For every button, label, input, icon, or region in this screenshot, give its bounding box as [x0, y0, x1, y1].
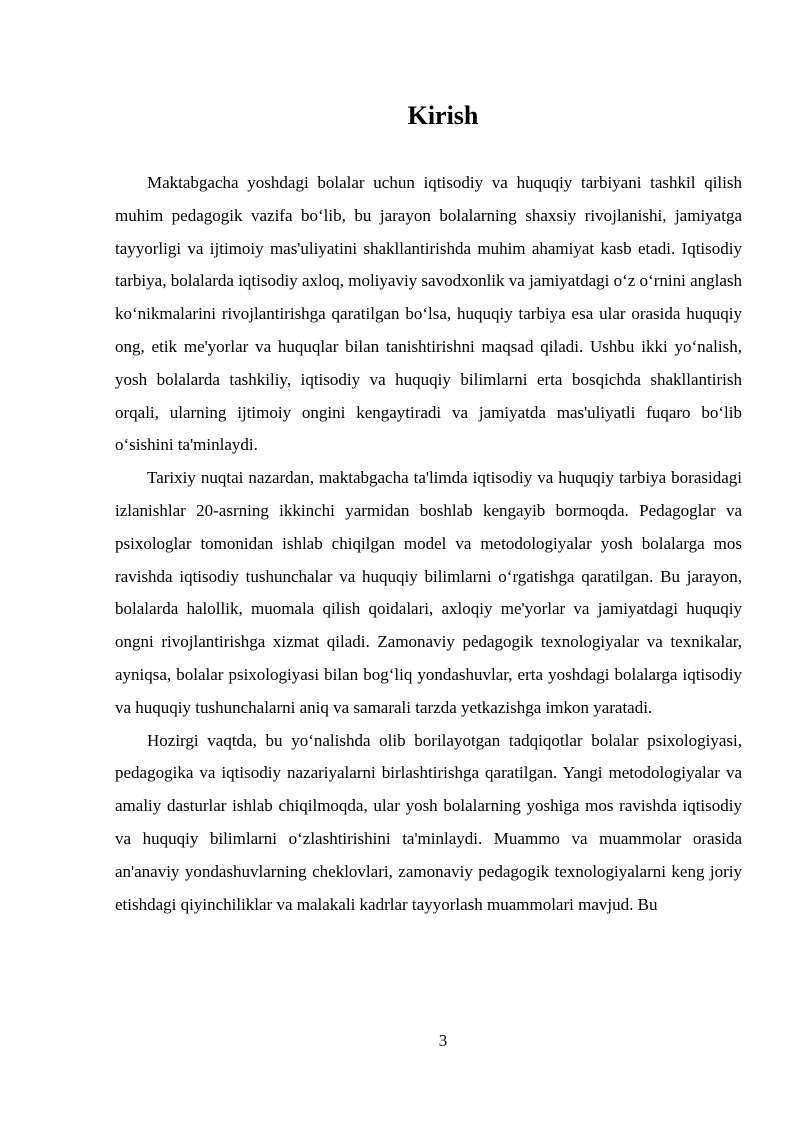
body-text: [115, 167, 742, 921]
paragraph-3: Hozirgi vaqtda, bu yo‘nalishda olib borilayotgan tadqiqotlar bolalar psixologiyasi, pedagogika va iqtisodiy nazariyalarni birlashtirishga qaratilgan. Yangi metodologiyalar va amaliy dasturlar ishlab chiqilmoqda, ular yosh bolalarning yoshiga mos ravishda iqtisodiy va huquqiy bilimlarni o‘zlashtirishini ta'minlaydi. Muammo va muammolar orasida an'anaviy yondashuvlarning cheklovlari, zamonaviy pedagogik texnologiyalarni keng joriy etishdagi qiyinchiliklar va malakali kadrlar tayyorlash muammolari mavjud. Bu: [115, 730, 742, 914]
page-number: 3: [438, 1031, 448, 1050]
page-title: Kirish: [407, 101, 479, 130]
paragraph-2: Tarixiy nuqtai nazardan, maktabgacha ta'limda iqtisodiy va huquqiy tarbiya borasidagi izlanishlar 20-asrning ikkinchi yarmidan boshlab kengayib bormoqda. Pedagoglar va psixologlar tomonidan ishlab chiqilgan model va metodologiyalar yosh bolalarga mos ravishda iqtisodiy tushunchalar va huquqiy bilimlarni o‘rgatishga qaratilgan. Bu jarayon, bolalarda halollik, muomala qilish qoidalari, axloqiy me'yorlar va jamiyatdagi huquqiy ongni rivojlantirishga xizmat qiladi. Zamonaviy pedagogik texnologiyalar va texnikalar, ayniqsa, bolalar psixologiyasi bilan bog‘liq yondashuvlar, erta yoshdagi bolalarga iqtisodiy va huquqiy tushunchalarni aniq va samarali tarzda yetkazishga imkon yaratadi.: [115, 468, 742, 717]
paragraph-1: Maktabgacha yoshdagi bolalar uchun iqtisodiy va huquqiy tarbiyani tashkil qilish muhim pedagogik vazifa bo‘lib, bu jarayon bolalarning shaxsiy rivojlanishi, jamiyatga tayyorligi va ijtimoiy mas'uliyatini shakllantirishda muhim ahamiyat kasb etadi. Iqtisodiy tarbiya, bolalarda iqtisodiy axloq, moliyaviy savodxonlik va jamiyatdagi o‘z o‘rnini anglash ko‘nikmalarini rivojlantirishga qaratilgan bo‘lsa, huquqiy tarbiya esa ular orasida huquqiy ong, etik me'yorlar va huquqlar bilan tanishtirishni maqsad qiladi. Ushbu ikki yo‘nalish, yosh bolalarda tashkiliy, iqtisodiy va huquqiy bilimlarni erta bosqichda shakllantirish orqali, ularning ijtimoiy ongini kengaytiradi va jamiyatda mas'uliyatli fuqaro bo‘lib o‘sishini ta'minlaydi.: [115, 173, 742, 455]
